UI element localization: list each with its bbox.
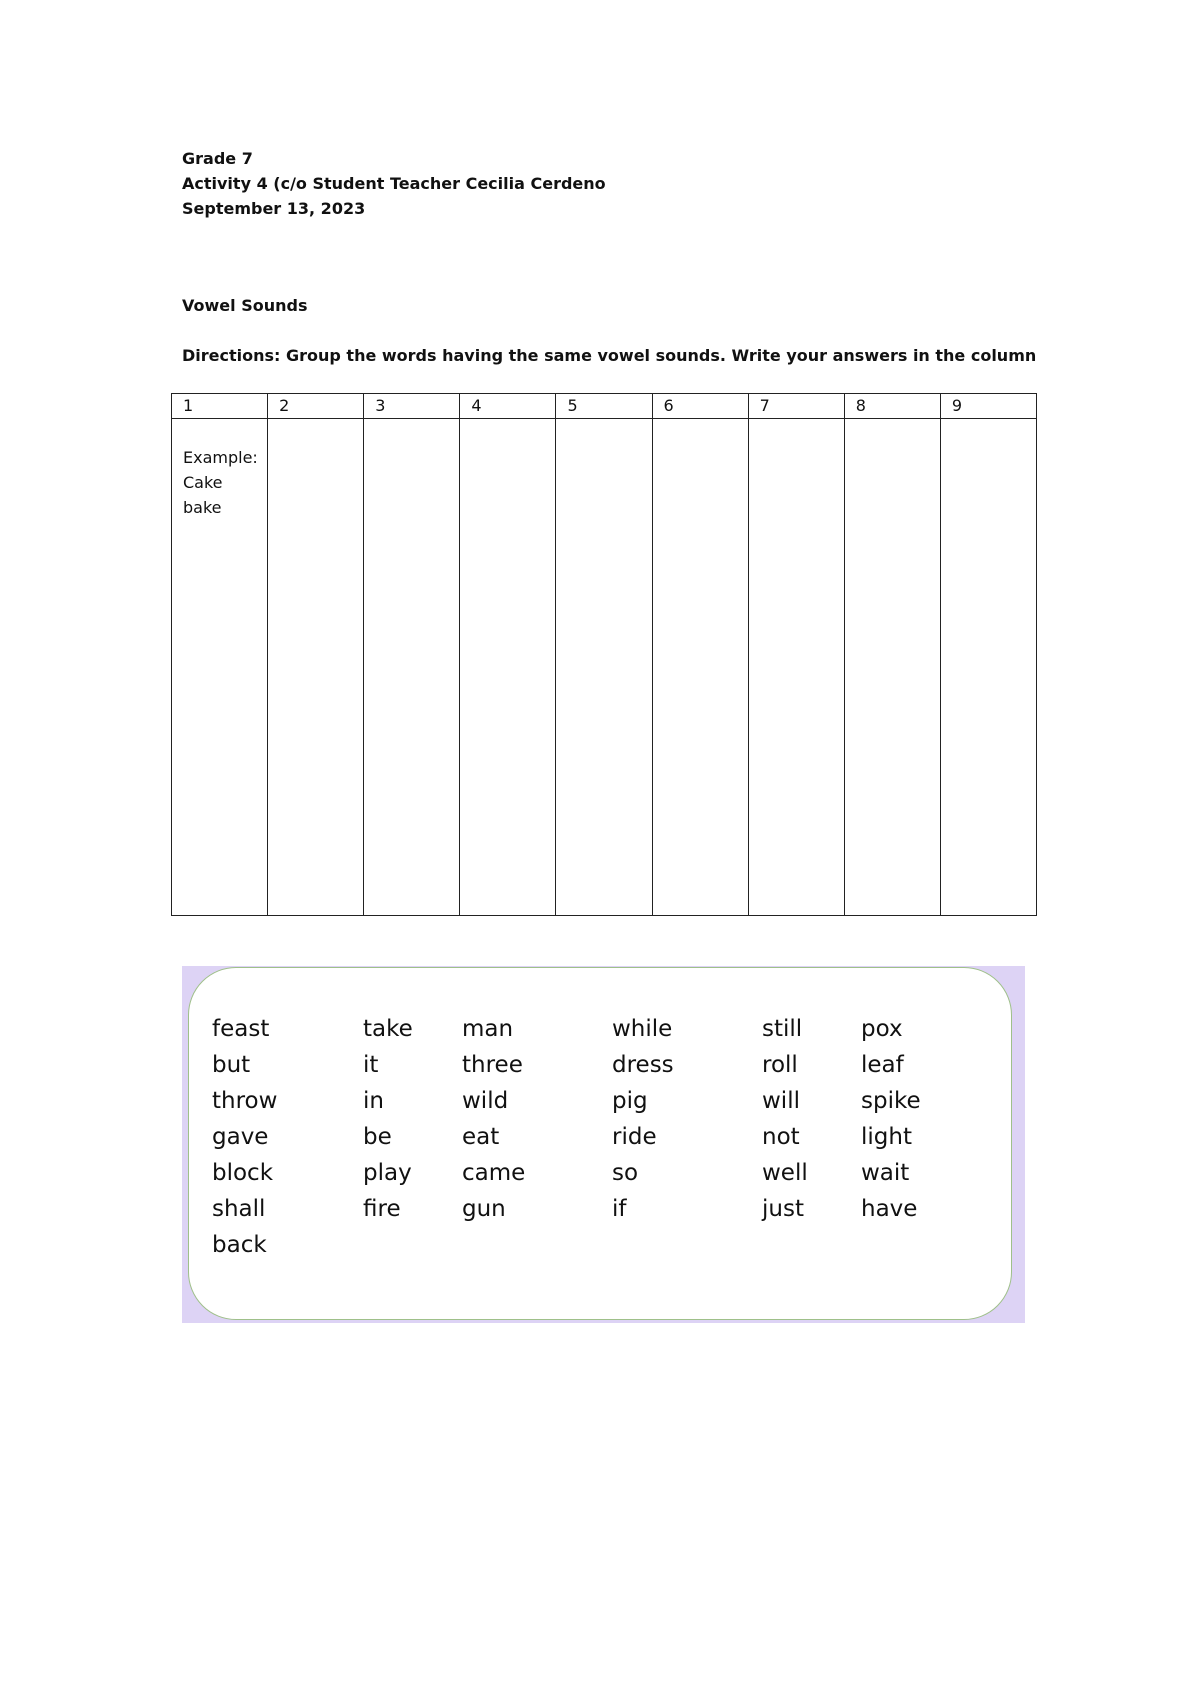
word-item: gave	[212, 1124, 269, 1150]
answer-cell-4[interactable]	[460, 419, 556, 916]
directions-text: Directions: Group the words having the same vowel sounds. Write your answers in the column	[182, 346, 1037, 365]
word-bank-column-6	[861, 1011, 921, 1227]
section-title: Vowel Sounds	[182, 296, 308, 315]
word-bank-column-2	[363, 1011, 413, 1227]
word-item: not	[762, 1124, 800, 1150]
activity-label: Activity 4 (c/o Student Teacher Cecilia Cerdeno	[182, 174, 606, 193]
word-bank-image	[182, 966, 1025, 1323]
word-item: pox	[861, 1016, 903, 1042]
column-header-2: 2	[268, 394, 364, 419]
answer-table-body-row	[172, 419, 1037, 916]
word-item: well	[762, 1160, 808, 1186]
word-bank-card	[188, 967, 1012, 1320]
column-header-5: 5	[556, 394, 652, 419]
answer-cell-3[interactable]	[364, 419, 460, 916]
column-header-8: 8	[844, 394, 940, 419]
answer-cell-9[interactable]	[940, 419, 1036, 916]
word-item: gun	[462, 1196, 506, 1222]
word-item: roll	[762, 1052, 798, 1078]
answer-cell-8[interactable]	[844, 419, 940, 916]
word-item: in	[363, 1088, 384, 1114]
word-item: if	[612, 1196, 627, 1222]
word-bank-column-3	[462, 1011, 525, 1227]
word-item: take	[363, 1016, 413, 1042]
column-header-1: 1	[172, 394, 268, 419]
word-item: ride	[612, 1124, 657, 1150]
word-item: fire	[363, 1196, 401, 1222]
word-item: have	[861, 1196, 918, 1222]
word-item: spike	[861, 1088, 921, 1114]
column-header-3: 3	[364, 394, 460, 419]
answer-table-header-row	[172, 394, 1037, 419]
word-item: so	[612, 1160, 639, 1186]
word-item: wait	[861, 1160, 910, 1186]
column-header-4: 4	[460, 394, 556, 419]
word-item: leaf	[861, 1052, 904, 1078]
answer-cell-1[interactable]	[172, 419, 268, 916]
word-item: pig	[612, 1088, 648, 1114]
word-item: came	[462, 1160, 526, 1186]
answer-cell-6[interactable]	[652, 419, 748, 916]
word-item: eat	[462, 1124, 500, 1150]
word-item: dress	[612, 1052, 674, 1078]
word-item: three	[462, 1052, 523, 1078]
word-item: still	[762, 1016, 803, 1042]
word-item: while	[612, 1016, 673, 1042]
example-word-2: bake	[183, 498, 222, 517]
grade-label: Grade 7	[182, 149, 253, 168]
date-label: September 13, 2023	[182, 199, 366, 218]
word-item: back	[212, 1232, 267, 1258]
word-bank-column-5	[762, 1011, 808, 1227]
word-item: man	[462, 1016, 514, 1042]
word-item: light	[861, 1124, 912, 1150]
word-item: it	[363, 1052, 379, 1078]
word-item: wild	[462, 1088, 509, 1114]
example-label: Example:	[183, 448, 258, 467]
word-item: shall	[212, 1196, 266, 1222]
answer-cell-2[interactable]	[268, 419, 364, 916]
word-item: be	[363, 1124, 392, 1150]
word-item: throw	[212, 1088, 278, 1114]
word-item: play	[363, 1160, 412, 1186]
answer-cell-5[interactable]	[556, 419, 652, 916]
worksheet-header	[182, 146, 606, 221]
column-header-9: 9	[940, 394, 1036, 419]
word-bank-column-4	[612, 1011, 674, 1227]
column-header-7: 7	[748, 394, 844, 419]
word-item: just	[762, 1196, 804, 1222]
word-item: feast	[212, 1016, 270, 1042]
answer-cell-7[interactable]	[748, 419, 844, 916]
example-word-1: Cake	[183, 473, 223, 492]
word-item: but	[212, 1052, 251, 1078]
column-header-6: 6	[652, 394, 748, 419]
answer-table	[171, 393, 1037, 916]
word-item: will	[762, 1088, 800, 1114]
word-item: block	[212, 1160, 274, 1186]
word-bank-column-1	[212, 1011, 277, 1263]
